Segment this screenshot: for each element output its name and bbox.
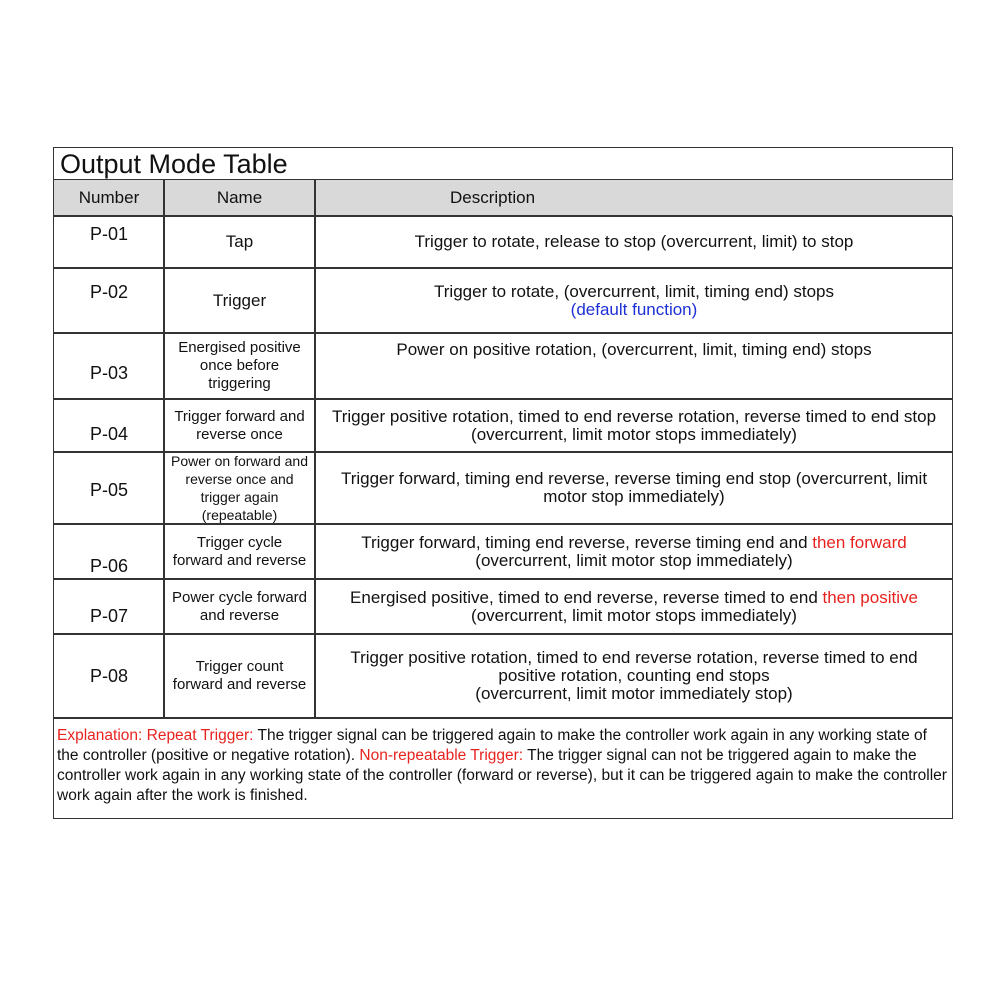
- row-divider: [54, 215, 952, 217]
- row-description-text: Trigger forward, timing end reverse, reverse timing end stop (overcurrent, limit motor stop immediately): [340, 469, 928, 506]
- row-name-label: Power on forward and reverse once and trigger again (repeatable): [171, 453, 308, 523]
- row-description-text: then forward: [812, 532, 907, 552]
- row-description-text: Trigger to rotate, (overcurrent, limit, timing end) stops: [434, 281, 834, 301]
- nonrepeat-trigger-label: Non-repeatable Trigger:: [359, 747, 524, 764]
- row-description: [315, 524, 953, 579]
- row-description-text: then positive: [822, 587, 918, 607]
- row-description: [315, 399, 953, 452]
- row-description-text: (overcurrent, limit motor stops immediately): [471, 605, 797, 625]
- row-description-text: Trigger positive rotation, timed to end reverse rotation, reverse timed to end positive rotation, counting end stops: [350, 647, 918, 685]
- row-name: [164, 216, 315, 268]
- row-name-label: Energised positive once before triggering: [178, 339, 301, 392]
- row-description: [315, 333, 953, 399]
- row-name: [164, 333, 315, 399]
- row-description-text: (overcurrent, limit motor stop immediately): [475, 550, 793, 570]
- column-divider: [163, 180, 165, 717]
- row-name: [164, 524, 315, 579]
- row-description-text: Trigger to rotate, release to stop (overcurrent, limit) to stop: [414, 232, 854, 251]
- row-number-label: P-08: [89, 666, 129, 686]
- explanation-text: [57, 726, 947, 806]
- row-description: [315, 268, 953, 333]
- row-name-label: Power cycle forward and reverse: [171, 588, 308, 624]
- row-number: [54, 452, 164, 524]
- row-name-label: Trigger count forward and reverse: [172, 657, 307, 693]
- repeat-trigger-label: Repeat Trigger:: [146, 727, 254, 744]
- row-description: [315, 634, 953, 717]
- row-name: [164, 634, 315, 717]
- header-number-label: Number: [78, 188, 140, 207]
- row-number-label: P-06: [89, 556, 129, 576]
- row-number-label: P-01: [89, 224, 129, 244]
- row-description: [315, 216, 953, 268]
- row-description-text: (overcurrent, limit motor immediately stop): [475, 683, 793, 703]
- row-number-label: P-07: [89, 606, 129, 626]
- header-name-label: Name: [216, 188, 263, 207]
- nonrepeat-trigger-text: The trigger signal can not be triggered again to make the controller work again in any working state of the controller (forward or reverse), but it can be triggered again to make the controller work again after the work is finished.: [57, 747, 947, 804]
- row-number: [54, 524, 164, 579]
- header-name: [164, 180, 315, 216]
- row-description: [315, 579, 953, 634]
- row-description-text: Trigger forward, timing end reverse, reverse timing end and: [361, 532, 813, 552]
- row-number: [54, 579, 164, 634]
- row-name-label: Trigger cycle forward and reverse: [172, 533, 307, 569]
- row-number-label: P-04: [89, 424, 129, 444]
- row-number-label: P-02: [89, 282, 129, 302]
- row-number-label: P-05: [89, 480, 129, 500]
- row-number: [54, 333, 164, 399]
- row-description-text: Power on positive rotation, (overcurrent, limit, timing end) stops: [396, 340, 872, 359]
- row-name-label: Trigger: [212, 290, 267, 310]
- row-number: [54, 634, 164, 717]
- header-description-label: Description: [450, 188, 536, 207]
- row-description-text: Trigger positive rotation, timed to end reverse rotation, reverse timed to end stop (overcurrent, limit motor stops immediately): [331, 406, 937, 444]
- explanation-label: Explanation:: [57, 727, 147, 744]
- row-number-label: P-03: [89, 363, 129, 383]
- row-name-label: Trigger forward and reverse once: [174, 407, 305, 443]
- row-name: [164, 268, 315, 333]
- row-number: [54, 216, 164, 268]
- repeat-trigger-text: The trigger signal can be triggered again to make the controller work again in any working state of the controller (positive or negative rotation).: [57, 727, 927, 764]
- row-number: [54, 268, 164, 333]
- output-mode-table: [53, 147, 953, 819]
- row-description-text: (default function): [570, 299, 698, 319]
- row-description-text: Energised positive, timed to end reverse, reverse timed to end: [350, 587, 823, 607]
- row-name: [164, 399, 315, 452]
- header-description: [315, 180, 953, 216]
- row-divider: [54, 717, 952, 719]
- row-name: [164, 452, 315, 524]
- table-title: Output Mode Table: [54, 148, 952, 180]
- row-name: [164, 579, 315, 634]
- column-divider: [314, 180, 316, 717]
- row-number: [54, 399, 164, 452]
- header-number: [54, 180, 164, 216]
- row-description: [315, 452, 953, 524]
- row-name-label: Tap: [225, 232, 254, 251]
